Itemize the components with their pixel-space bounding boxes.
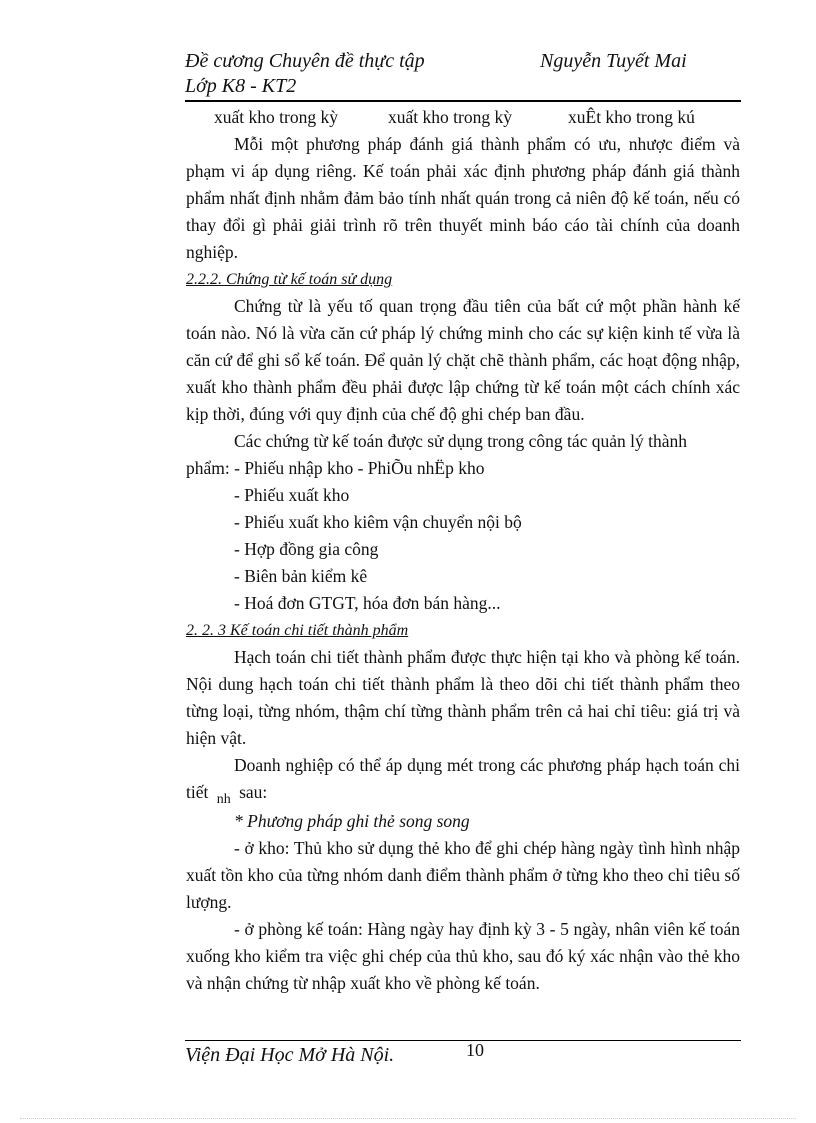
section-heading-documents: 2.2.2. Chứng từ kế toán sử dụng <box>186 271 393 288</box>
paragraph-methods <box>186 752 740 808</box>
document-list-item: - Hợp đồng gia công <box>234 539 379 559</box>
document-list-item: - Hoá đơn GTGT, hóa đơn bán hàng... <box>234 593 501 613</box>
method-heading: * Phương pháp ghi thẻ song song <box>234 811 470 831</box>
page-bottom-border <box>20 1118 796 1119</box>
paragraph-detail-accounting: Hạch toán chi tiết thành phẩm được thực hiện tại kho và phòng kế toán. Nội dung hạch toán chi tiết thành phẩm là theo dõi chi tiết thành phẩm theo từng loại, từng nhóm, thậm chí từng thành phẩm trên cả hai chỉ tiêu: giá trị và hiện vật. <box>186 647 740 748</box>
paragraph-documents-used: Các chứng từ kế toán được sử dụng trong công tác quản lý thành <box>234 431 687 451</box>
document-list-first: phẩm: - Phiếu nhập kho - PhiÕu nhËp kho <box>186 458 485 478</box>
header-class: Lớp K8 - KT2 <box>185 75 297 97</box>
methods-subscript: nh <box>216 792 231 807</box>
page-number: 10 <box>466 1040 484 1060</box>
paragraph-warehouse: - ở kho: Thủ kho sử dụng thẻ kho để ghi chép hàng ngày tình hình nhập xuất tồn kho của từng nhóm danh điểm thành phẩm ở từng kho theo chỉ tiêu số lượng. <box>186 838 740 912</box>
methods-end: sau: <box>239 782 268 802</box>
header-title: Đề cương Chuyên đề thực tập <box>185 50 425 72</box>
body-text <box>186 104 740 997</box>
section-heading-detail-accounting: 2. 2. 3 Kế toán chi tiết thành phẩm <box>186 622 409 639</box>
header-rule <box>185 100 741 102</box>
top-row-col-3: xuÊt kho trong kú <box>568 107 695 127</box>
top-row-col-1: xuất kho trong kỳ <box>214 107 338 127</box>
footer-rule <box>185 1040 741 1041</box>
document-list-item: - Phiếu xuất kho <box>234 485 350 505</box>
header-author: Nguyễn Tuyết Mai <box>540 50 687 72</box>
document-list-item: - Phiếu xuất kho kiêm vận chuyển nội bộ <box>234 512 522 532</box>
paragraph-accounting-room: - ở phòng kế toán: Hàng ngày hay định kỳ 3 - 5 ngày, nhân viên kế toán xuống kho kiểm tra việc ghi chép của thủ kho, sau đó ký xác nhận vào thẻ kho và nhận chứng từ nhập xuất kho về phòng kế toán. <box>186 919 740 993</box>
paragraph-documents-intro: Chứng từ là yếu tố quan trọng đầu tiên của bất cứ một phần hành kế toán nào. Nó là vừa căn cứ pháp lý chứng minh cho các sự kiện kinh tế vừa là căn cứ để ghi sổ kế toán. Để quản lý chặt chẽ thành phẩm, các hoạt động nhập, xuất kho thành phẩm đều phải được lập chứng từ kế toán một cách chính xác kịp thời, đúng với quy định của chế độ ghi chép ban đầu. <box>186 296 740 424</box>
page-header <box>185 50 741 102</box>
paragraph-evaluation-methods: Mỗi một phương pháp đánh giá thành phẩm có ưu, nhược điểm và phạm vi áp dụng riêng. Kế toán phải xác định phương pháp đánh giá thành phẩm nhất định nhằm đảm bảo tính nhất quán trong cả niên độ kế toán, nếu có thay đổi gì phải giải trình rõ trên thuyết minh báo cáo tài chính của doanh nghiệp. <box>186 134 740 262</box>
methods-text: Doanh nghiệp có thể áp dụng mét trong các phương pháp hạch toán chi tiết <box>186 755 740 802</box>
footer-institute: Viện Đại Học Mở Hà Nội. <box>185 1044 395 1066</box>
document-list-item: - Biên bản kiểm kê <box>234 566 368 586</box>
top-row-col-2: xuất kho trong kỳ <box>388 107 512 127</box>
top-row <box>186 104 740 131</box>
